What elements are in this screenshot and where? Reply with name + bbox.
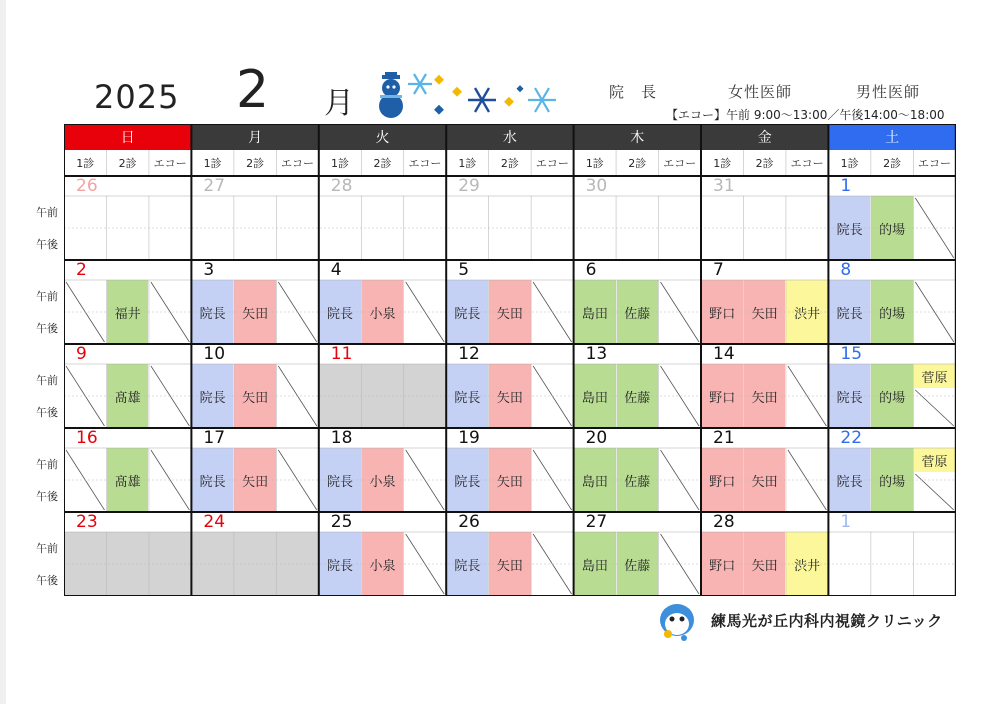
date-number: 10 — [203, 344, 226, 364]
doctor-slot: 院長 — [829, 196, 870, 260]
doctor-slot: 佐藤 — [617, 532, 658, 596]
doctor-slot: 矢田 — [744, 532, 785, 596]
date-number: 7 — [713, 260, 724, 280]
doctor-slot: 院長 — [319, 448, 360, 512]
date-number: 21 — [713, 428, 735, 448]
sub-column-label: 2診 — [118, 157, 137, 170]
legend-female-label: 女性医師 — [727, 83, 792, 101]
doctor-slot: 院長 — [319, 532, 360, 596]
afternoon-label: 午後 — [36, 490, 58, 503]
afternoon-label: 午後 — [36, 406, 58, 419]
date-number: 2 — [76, 260, 87, 280]
grid-line — [915, 390, 953, 426]
doctor-slot: 島田 — [574, 280, 615, 344]
doctor-slot: 野口 — [702, 532, 743, 596]
date-number: 18 — [330, 428, 353, 448]
morning-label: 午前 — [36, 374, 58, 387]
doctor-slot: 渋井 — [786, 280, 827, 344]
legend-director-label: 院 長 — [608, 83, 657, 101]
doctor-slot: 院長 — [447, 364, 488, 428]
doctor-slot: 佐藤 — [617, 448, 658, 512]
date-number: 16 — [76, 428, 98, 448]
doctor-slot: 矢田 — [744, 448, 785, 512]
doctor-slot: 院長 — [447, 448, 488, 512]
doctor-slot: 院長 — [447, 532, 488, 596]
doctor-slot: 髙雄 — [107, 448, 148, 512]
doctor-slot: 島田 — [574, 448, 615, 512]
doctor-slot: 矢田 — [234, 448, 275, 512]
sub-column-label: 1診 — [203, 157, 222, 170]
date-number: 6 — [585, 260, 597, 280]
sub-column-label: 2診 — [883, 157, 902, 170]
weekday-header: 月 — [191, 124, 318, 150]
date-number: 23 — [76, 512, 98, 532]
date-number: 1 — [840, 512, 852, 532]
date-number: 3 — [203, 260, 215, 280]
date-number: 24 — [203, 512, 226, 532]
sub-column-label: エコー — [408, 157, 442, 170]
sub-column-label: 1診 — [331, 157, 350, 170]
sub-column-label: 1診 — [713, 157, 732, 170]
date-number: 20 — [585, 428, 608, 448]
doctor-slot: 院長 — [192, 448, 233, 512]
grid-line — [915, 474, 953, 510]
legend-male-label: 男性医師 — [855, 83, 920, 101]
grid-lines — [64, 124, 956, 596]
morning-label: 午前 — [36, 458, 58, 471]
clinic-name: 練馬光が丘内科内視鏡クリニック — [711, 612, 943, 630]
doctor-slot: 菅原 — [914, 364, 955, 388]
doctor-slot: 矢田 — [234, 280, 275, 344]
date-number: 8 — [840, 260, 852, 280]
calendar-grid — [64, 124, 956, 596]
sub-column-label: エコー — [790, 157, 824, 170]
weekday-header: 日 — [64, 124, 191, 150]
date-number: 26 — [458, 512, 480, 532]
date-number: 28 — [713, 512, 735, 532]
date-number: 17 — [203, 428, 226, 448]
weekday-header: 木 — [574, 124, 701, 150]
sub-column-label: 2診 — [500, 157, 519, 170]
weekday-header: 火 — [319, 124, 446, 150]
doctor-slot: 渋井 — [786, 532, 827, 596]
date-number: 26 — [76, 176, 98, 196]
sub-column-label: 1診 — [585, 157, 604, 170]
doctor-slot: 野口 — [702, 280, 743, 344]
date-number: 1 — [840, 176, 852, 196]
clinic-logo-icon — [654, 600, 700, 644]
date-number: 27 — [585, 512, 608, 532]
doctor-slot: 佐藤 — [617, 280, 658, 344]
date-number: 12 — [458, 344, 480, 364]
doctor-slot: 矢田 — [489, 532, 530, 596]
doctor-slot: 小泉 — [362, 532, 403, 596]
date-number: 22 — [840, 428, 863, 448]
sub-column-label: エコー — [535, 157, 569, 170]
date-number: 13 — [585, 344, 608, 364]
doctor-slot: 院長 — [829, 364, 870, 428]
snowman-icon — [372, 72, 410, 122]
echo-hours: 【エコー】午前 9:00～13:00／午後14:00～18:00 — [666, 108, 945, 122]
date-number: 14 — [713, 344, 735, 364]
legend-male-doctor — [826, 78, 950, 105]
sub-column-label: 2診 — [755, 157, 774, 170]
sub-column-label: 1診 — [840, 157, 859, 170]
date-number: 4 — [330, 260, 342, 280]
sub-column-label: 2診 — [373, 157, 392, 170]
sub-column-label: エコー — [153, 157, 187, 170]
weekday-header: 金 — [701, 124, 828, 150]
doctor-slot: 矢田 — [234, 364, 275, 428]
legend-director — [572, 78, 694, 105]
year-label: 2025 — [94, 78, 180, 116]
doctor-slot: 的場 — [871, 448, 912, 512]
doctor-slot: 院長 — [829, 280, 870, 344]
legend-female-doctor — [698, 78, 822, 105]
date-number: 29 — [458, 176, 480, 196]
date-number: 31 — [713, 176, 735, 196]
weekday-header: 水 — [446, 124, 573, 150]
doctor-slot: 的場 — [871, 364, 912, 428]
doctor-slot: 矢田 — [489, 448, 530, 512]
calendar-page — [6, 0, 1000, 704]
doctor-slot: 矢田 — [489, 280, 530, 344]
sub-column-label: 2診 — [246, 157, 265, 170]
doctor-slot: 福井 — [107, 280, 148, 344]
date-number: 15 — [840, 344, 863, 364]
doctor-slot: 野口 — [702, 448, 743, 512]
date-number: 11 — [330, 344, 353, 364]
date-number: 28 — [330, 176, 353, 196]
date-number: 30 — [585, 176, 608, 196]
doctor-slot: 矢田 — [489, 364, 530, 428]
weekday-header: 土 — [828, 124, 955, 150]
doctor-slot: 矢田 — [744, 364, 785, 428]
morning-label: 午前 — [36, 206, 58, 219]
morning-label: 午前 — [36, 542, 58, 555]
doctor-slot: 菅原 — [914, 448, 955, 472]
doctor-slot: 矢田 — [744, 280, 785, 344]
sub-column-label: エコー — [663, 157, 697, 170]
afternoon-label: 午後 — [36, 322, 58, 335]
date-number: 27 — [203, 176, 226, 196]
month-number: 2 — [236, 60, 270, 120]
snowflake-icon — [406, 68, 558, 122]
doctor-slot: 院長 — [192, 364, 233, 428]
date-number: 5 — [458, 260, 470, 280]
doctor-slot: 的場 — [871, 196, 912, 260]
sub-column-label: エコー — [281, 157, 315, 170]
sub-column-label: エコー — [918, 157, 952, 170]
morning-label: 午前 — [36, 290, 58, 303]
sub-column-label: 2診 — [628, 157, 647, 170]
doctor-slot: 髙雄 — [107, 364, 148, 428]
afternoon-label: 午後 — [36, 574, 58, 587]
date-number: 9 — [76, 344, 87, 364]
doctor-slot: 島田 — [574, 532, 615, 596]
doctor-slot: 佐藤 — [617, 364, 658, 428]
doctor-slot: 的場 — [871, 280, 912, 344]
doctor-slot: 院長 — [319, 280, 360, 344]
date-number: 25 — [330, 512, 353, 532]
doctor-slot: 院長 — [829, 448, 870, 512]
sub-column-label: 1診 — [76, 157, 95, 170]
date-number: 19 — [458, 428, 480, 448]
month-label: 月 — [324, 86, 354, 121]
doctor-slot: 小泉 — [362, 448, 403, 512]
doctor-slot: 小泉 — [362, 280, 403, 344]
afternoon-label: 午後 — [36, 238, 58, 251]
doctor-slot: 院長 — [447, 280, 488, 344]
doctor-slot: 野口 — [702, 364, 743, 428]
sub-column-label: 1診 — [458, 157, 477, 170]
doctor-slot: 院長 — [192, 280, 233, 344]
doctor-slot: 島田 — [574, 364, 615, 428]
